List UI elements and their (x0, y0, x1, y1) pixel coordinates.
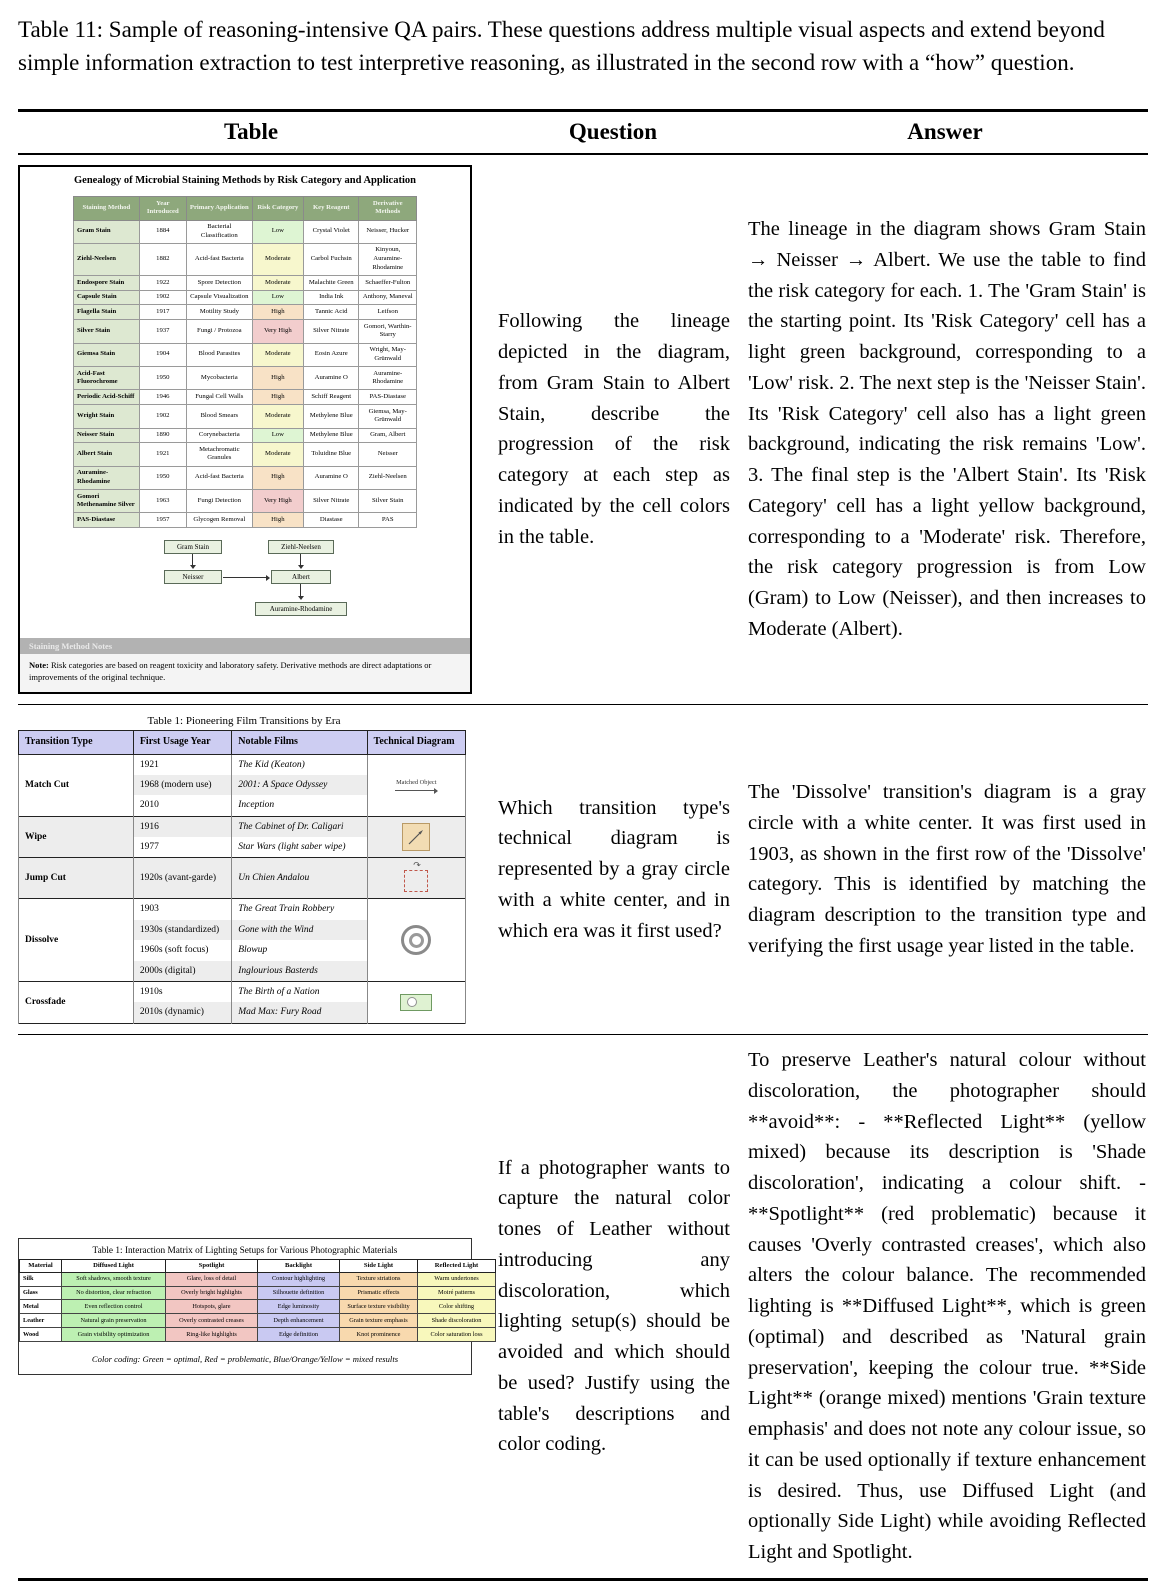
jump-diagram-icon (374, 861, 459, 892)
film-year: 1916 (133, 816, 231, 837)
staining-notes-header: Staining Method Notes (20, 638, 470, 654)
staining-row (74, 367, 417, 390)
staining-cell-application: Mycobacteria (186, 367, 252, 390)
staining-cell-application: Corynebacteria (186, 428, 252, 443)
lighting-cell: Moiré patterns (418, 1286, 496, 1300)
lighting-table-body (20, 1272, 496, 1341)
staining-row (74, 390, 417, 405)
lighting-row (20, 1300, 496, 1314)
staining-row (74, 290, 417, 305)
film-technical-diagram (367, 858, 465, 899)
staining-cell-year: 1950 (139, 466, 186, 489)
film-technical-diagram (367, 754, 465, 816)
lighting-row (20, 1286, 496, 1300)
film-header-row (19, 731, 466, 755)
staining-cell-method: Neisser Stain (74, 428, 140, 443)
qa-column-headers (18, 112, 1148, 153)
staining-cell-risk: High (252, 305, 303, 320)
staining-cell-reagent: Crystal Violet (304, 220, 359, 243)
staining-row (74, 276, 417, 291)
staining-cell-risk: Very High (252, 490, 303, 513)
lighting-material: Wood (20, 1328, 62, 1342)
matched-object-label: Matched Object (396, 779, 437, 787)
staining-cell-year: 1963 (139, 490, 186, 513)
qa-row-3-table-cell (18, 1238, 484, 1375)
staining-cell-method: Giemsa Stain (74, 343, 140, 366)
lighting-row (20, 1328, 496, 1342)
film-transition-type: Match Cut (19, 754, 134, 816)
staining-column-header: Derivative Methods (359, 196, 417, 220)
table-caption: Table 11: Sample of reasoning-intensive QA pairs. These questions address multiple visual aspects and extend beyond simple information extraction to test interpretive reasoning, as illustrated in the second row with a “how” question. (18, 17, 1105, 75)
crossfade-circle-icon (407, 997, 417, 1007)
staining-note-label: Note: (29, 660, 49, 671)
staining-cell-year: 1922 (139, 276, 186, 291)
staining-cell-application: Blood Parasites (186, 343, 252, 366)
film-figure (18, 715, 470, 1023)
staining-cell-method: PAS-Diastase (74, 513, 140, 528)
staining-cell-application: Fungal Cell Walls (186, 390, 252, 405)
lighting-cell: Knot prominence (340, 1328, 418, 1342)
staining-note-text: Risk categories are based on reagent toxicity and laboratory safety. Derivative methods are direct adaptations or improvements of the original technique. (29, 660, 432, 683)
staining-cell-derivatives: Anthony, Maneval (359, 290, 417, 305)
staining-row (74, 243, 417, 275)
staining-cell-derivatives: PAS-Diastase (359, 390, 417, 405)
lighting-cell: Overly contrasted creases (166, 1314, 258, 1328)
qa-row-1-table-cell (18, 165, 484, 694)
staining-cell-application: Capsule Visualization (186, 290, 252, 305)
film-table-body (19, 754, 466, 1023)
answer-3: To preserve Leather's natural colour without discoloration, the photographer should **avoid**: - **Reflected Light** (yellow mixed) because its description is 'Shade discoloration', indicating a colour shift. - **Spotlight** (red problematic) because it causes 'Overly contrasted creases', which also alters the colour balance. The recommended lighting is **Diffused Light**, which is green (optimal) and described as 'Natural grain preservation', keeping the colour true. **Side Light** (orange mixed) mentions 'Grain texture emphasis' and does not note any colour issue, so it can be used optionally if texture enhancement is desired. Thus, use Diffused Light (and optionally Side Light) while avoiding Reflected Light and Spotlight. (748, 1049, 1146, 1564)
staining-cell-year: 1882 (139, 243, 186, 275)
staining-cell-method: Ziehl-Neelsen (74, 243, 140, 275)
staining-cell-application: Metachromatic Granules (186, 443, 252, 466)
staining-cell-derivatives: Neisser, Hucker (359, 220, 417, 243)
staining-cell-derivatives: Kinyoun, Auramine-Rhodamine (359, 243, 417, 275)
film-year: 1930s (standardized) (133, 920, 231, 940)
film-transition-type: Wipe (19, 816, 134, 858)
staining-cell-derivatives: Gram, Albert (359, 428, 417, 443)
staining-cell-reagent: Malachite Green (304, 276, 359, 291)
film-column-header: Notable Films (232, 731, 367, 755)
staining-cell-risk: Moderate (252, 443, 303, 466)
staining-cell-risk: Low (252, 290, 303, 305)
film-title: The Birth of a Nation (232, 981, 367, 1002)
lighting-cell: Overly bright highlights (166, 1286, 258, 1300)
answer-1: The lineage in the diagram shows Gram Stain → Neisser → Albert. We use the table to find the risk category for each. 1. The 'Gram Stain' is the starting point. Its 'Risk Category' cell has a light green background, corresponding to a 'Low' risk. 2. The next step is the 'Neisser Stain'. Its 'Risk Category' cell also has a light green background, indicating the risk remains 'Low'. 3. The final step is the 'Albert Stain'. Its 'Risk Category' cell has a light yellow background, corresponding to a 'Moderate' risk. Therefore, the risk category progression is from Low (Gram) to Low (Neisser), and then increases to Moderate (Albert). (748, 218, 1146, 640)
question-2: Which transition type's technical diagram is represented by a gray circle with a white center, and in which era was it first used? (498, 796, 730, 942)
staining-cell-reagent: Methylene Blue (304, 428, 359, 443)
arrowhead-down-icon (298, 565, 304, 569)
column-header-answer: Answer (907, 119, 983, 145)
staining-cell-derivatives: PAS (359, 513, 417, 528)
dissolve-circle-icon (401, 925, 431, 955)
lighting-column-header: Side Light (340, 1259, 418, 1272)
staining-cell-derivatives: Leifson (359, 305, 417, 320)
staining-cell-reagent: Eosin Azure (304, 343, 359, 366)
staining-table-body (74, 220, 417, 528)
lighting-cell: Contour highlighting (258, 1272, 340, 1286)
film-title: 2001: A Space Odyssey (232, 775, 367, 795)
staining-cell-method: Capsule Stain (74, 290, 140, 305)
staining-cell-risk: Low (252, 220, 303, 243)
staining-cell-derivatives: Giemsa, May-Grünwald (359, 405, 417, 428)
staining-cell-method: Flagella Stain (74, 305, 140, 320)
staining-cell-year: 1904 (139, 343, 186, 366)
matched-object-diagram-icon (374, 779, 459, 791)
staining-cell-year: 1950 (139, 367, 186, 390)
lighting-table-title: Table 1: Interaction Matrix of Lighting Setups for Various Photographic Materials (92, 1245, 398, 1256)
lighting-cell: Grain texture emphasis (340, 1314, 418, 1328)
staining-cell-risk: Very High (252, 320, 303, 343)
staining-cell-method: Acid-Fast Fluorochrome (74, 367, 140, 390)
lighting-cell: Color shifting (418, 1300, 496, 1314)
staining-cell-reagent: Silver Nitrate (304, 320, 359, 343)
qa-row-2-table-cell (18, 715, 484, 1023)
staining-cell-derivatives: Wright, May-Grünwald (359, 343, 417, 366)
film-technical-diagram (367, 981, 465, 1023)
staining-cell-risk: Low (252, 428, 303, 443)
film-row (19, 754, 466, 775)
staining-cell-method: Periodic Acid-Schiff (74, 390, 140, 405)
film-title: Mad Max: Fury Road (232, 1002, 367, 1023)
lighting-cell: Hotspots, glare (166, 1300, 258, 1314)
film-transitions-table (18, 730, 466, 1023)
staining-row (74, 220, 417, 243)
staining-genealogy-diagram (22, 540, 462, 628)
lighting-cell: Warm undertones (418, 1272, 496, 1286)
film-transition-type: Crossfade (19, 981, 134, 1023)
staining-row (74, 513, 417, 528)
column-header-table: Table (223, 119, 279, 145)
film-year: 2000s (digital) (133, 961, 231, 982)
staining-cell-reagent: Auramine O (304, 466, 359, 489)
film-title: The Cabinet of Dr. Caligari (232, 816, 367, 837)
staining-cell-year: 1921 (139, 443, 186, 466)
film-year: 1960s (soft focus) (133, 940, 231, 960)
film-table-caption: Table 1: Pioneering Film Transitions by Era (147, 715, 341, 728)
lighting-cell: Depth enhancement (258, 1314, 340, 1328)
film-title: Inception (232, 795, 367, 816)
staining-cell-reagent: Schiff Reagent (304, 390, 359, 405)
staining-cell-year: 1917 (139, 305, 186, 320)
jump-cut-arrow-icon: ↷ (413, 861, 421, 872)
film-year: 1910s (133, 981, 231, 1002)
staining-row (74, 443, 417, 466)
wipe-diagram-icon (374, 823, 459, 851)
staining-cell-reagent: Tannic Acid (304, 305, 359, 320)
lighting-cell: Shade discoloration (418, 1314, 496, 1328)
staining-cell-year: 1884 (139, 220, 186, 243)
staining-cell-derivatives: Ziehl-Neelsen (359, 466, 417, 489)
staining-header-row (74, 196, 417, 220)
staining-cell-application: Acid-fast Bacteria (186, 466, 252, 489)
staining-column-header: Key Reagent (304, 196, 359, 220)
diagram-node-ziehl-neelsen: Ziehl-Neelsen (268, 540, 334, 554)
staining-column-header: Year Introduced (139, 196, 186, 220)
lighting-figure (18, 1238, 483, 1375)
lighting-material: Metal (20, 1300, 62, 1314)
staining-table (73, 196, 417, 528)
film-title: The Kid (Keaton) (232, 754, 367, 775)
staining-cell-application: Spore Detection (186, 276, 252, 291)
film-transition-type: Dissolve (19, 899, 134, 981)
lighting-cell: Ring-like highlights (166, 1328, 258, 1342)
film-title: Star Wars (light saber wipe) (232, 837, 367, 858)
lighting-material: Silk (20, 1272, 62, 1286)
staining-cell-risk: High (252, 466, 303, 489)
staining-cell-derivatives: Auramine-Rhodamine (359, 367, 417, 390)
wipe-square-icon (402, 823, 430, 851)
staining-cell-application: Blood Smears (186, 405, 252, 428)
lighting-cell: Color saturation loss (418, 1328, 496, 1342)
lighting-color-coding-note: Color coding: Green = optimal, Red = problematic, Blue/Orange/Yellow = mixed results (91, 1354, 399, 1365)
staining-cell-method: Albert Stain (74, 443, 140, 466)
staining-column-header: Risk Category (252, 196, 303, 220)
staining-cell-reagent: Diastase (304, 513, 359, 528)
staining-cell-method: Endospore Stain (74, 276, 140, 291)
lighting-matrix-table (19, 1259, 496, 1342)
film-year: 1920s (avant-garde) (133, 858, 231, 899)
staining-cell-method: Gram Stain (74, 220, 140, 243)
film-year: 1977 (133, 837, 231, 858)
staining-cell-risk: Moderate (252, 405, 303, 428)
staining-column-header: Primary Application (186, 196, 252, 220)
film-column-header: First Usage Year (133, 731, 231, 755)
lighting-column-header: Diffused Light (62, 1259, 166, 1272)
staining-cell-derivatives: Silver Stain (359, 490, 417, 513)
question-3: If a photographer wants to capture the natural color tones of Leather without introducing any discoloration, which lighting setup(s) should be avoided and which should be used? Justify using the table's descriptions and color coding. (498, 1156, 730, 1456)
lighting-material: Glass (20, 1286, 62, 1300)
staining-row (74, 343, 417, 366)
staining-cell-year: 1902 (139, 290, 186, 305)
answer-2: The 'Dissolve' transition's diagram is a gray circle with a white center. It was first used in 1903, as shown in the first row of the 'Dissolve' category. This is identified by matching the diagram description to the transition type and verifying the first usage year listed in the table. (748, 781, 1146, 957)
staining-cell-reagent: India Ink (304, 290, 359, 305)
staining-cell-risk: High (252, 513, 303, 528)
jump-cut-dashed-box-icon (404, 861, 428, 892)
staining-row (74, 428, 417, 443)
staining-cell-year: 1937 (139, 320, 186, 343)
diagram-node-auramine-rhodamine: Auramine-Rhodamine (255, 602, 347, 616)
lighting-cell: Natural grain preservation (62, 1314, 166, 1328)
staining-cell-risk: Moderate (252, 243, 303, 275)
staining-cell-reagent: Silver Nitrate (304, 490, 359, 513)
lighting-row (20, 1272, 496, 1286)
film-transition-type: Jump Cut (19, 858, 134, 899)
dissolve-inner-ring-icon (409, 933, 424, 948)
matched-object-arrow-icon (395, 790, 437, 791)
staining-figure (18, 165, 472, 694)
staining-note (20, 654, 470, 692)
staining-cell-risk: Moderate (252, 343, 303, 366)
staining-cell-derivatives: Schaeffer-Fulton (359, 276, 417, 291)
lighting-cell: Texture striations (340, 1272, 418, 1286)
lighting-cell: Even reflection control (62, 1300, 166, 1314)
staining-row (74, 405, 417, 428)
film-column-header: Transition Type (19, 731, 134, 755)
staining-cell-reagent: Auramine O (304, 367, 359, 390)
staining-cell-year: 1957 (139, 513, 186, 528)
lighting-material-header: Material (20, 1259, 62, 1272)
lighting-cell: No distortion, clear refraction (62, 1286, 166, 1300)
staining-cell-method: Wright Stain (74, 405, 140, 428)
staining-row (74, 466, 417, 489)
staining-cell-risk: Moderate (252, 276, 303, 291)
film-year: 1968 (modern use) (133, 775, 231, 795)
crossfade-box-icon (400, 994, 432, 1011)
lighting-header-row (20, 1259, 496, 1272)
column-header-question: Question (568, 119, 658, 145)
staining-cell-application: Bacterial Classification (186, 220, 252, 243)
staining-cell-application: Fungi / Protozoa (186, 320, 252, 343)
question-1: Following the lineage depicted in the diagram, from Gram Stain to Albert Stain, describe the progression of the risk category at each step as indicated by the cell colors in the table. (498, 310, 730, 548)
film-row (19, 899, 466, 920)
staining-cell-method: Gomori Methenamine Silver (74, 490, 140, 513)
lighting-cell: Prismatic effects (340, 1286, 418, 1300)
film-title: Blowup (232, 940, 367, 960)
film-year: 1921 (133, 754, 231, 775)
film-title: Inglourious Basterds (232, 961, 367, 982)
staining-cell-derivatives: Gomori, Warthin-Starry (359, 320, 417, 343)
film-column-header: Technical Diagram (367, 731, 465, 755)
staining-cell-year: 1946 (139, 390, 186, 405)
staining-cell-year: 1890 (139, 428, 186, 443)
dissolve-diagram-icon (374, 925, 459, 955)
film-year: 2010s (dynamic) (133, 1002, 231, 1023)
lighting-column-header: Reflected Light (418, 1259, 496, 1272)
lighting-row (20, 1314, 496, 1328)
arrowhead-down-icon (298, 596, 304, 600)
qa-row-3 (18, 1035, 1148, 1578)
staining-cell-method: Auramine-Rhodamine (74, 466, 140, 489)
staining-row (74, 320, 417, 343)
film-row (19, 816, 466, 837)
diagram-node-neisser: Neisser (164, 570, 222, 584)
staining-cell-reagent: Methylene Blue (304, 405, 359, 428)
lighting-material: Leather (20, 1314, 62, 1328)
lighting-cell: Soft shadows, smooth texture (62, 1272, 166, 1286)
staining-row (74, 305, 417, 320)
lighting-cell: Edge definition (258, 1328, 340, 1342)
lighting-cell: Surface texture visibility (340, 1300, 418, 1314)
film-title: Gone with the Wind (232, 920, 367, 940)
lighting-column-header: Spotlight (166, 1259, 258, 1272)
staining-cell-derivatives: Neisser (359, 443, 417, 466)
lighting-cell: Glare, loss of detail (166, 1272, 258, 1286)
lighting-column-header: Backlight (258, 1259, 340, 1272)
lighting-cell: Silhouette definition (258, 1286, 340, 1300)
film-year: 2010 (133, 795, 231, 816)
qa-row-2 (18, 705, 1148, 1033)
staining-figure-title: Genealogy of Microbial Staining Methods by Risk Category and Application (74, 174, 416, 186)
staining-cell-risk: High (252, 367, 303, 390)
crossfade-diagram-icon (374, 994, 459, 1011)
arrowhead-right-icon (266, 575, 270, 581)
staining-cell-risk: High (252, 390, 303, 405)
staining-cell-reagent: Carbol Fuchsin (304, 243, 359, 275)
staining-cell-application: Acid-fast Bacteria (186, 243, 252, 275)
staining-cell-method: Silver Stain (74, 320, 140, 343)
film-technical-diagram (367, 899, 465, 981)
diagram-node-albert: Albert (271, 570, 331, 584)
arrow-neisser-to-albert (223, 577, 266, 578)
film-year: 1903 (133, 899, 231, 920)
film-title: Un Chien Andalou (232, 858, 367, 899)
film-title: The Great Train Robbery (232, 899, 367, 920)
staining-cell-application: Fungi Detection (186, 490, 252, 513)
diagram-node-gram-stain: Gram Stain (164, 540, 222, 554)
staining-cell-application: Glycogen Removal (186, 513, 252, 528)
film-row (19, 858, 466, 899)
staining-row (74, 490, 417, 513)
film-row (19, 981, 466, 1002)
lighting-cell: Edge luminosity (258, 1300, 340, 1314)
staining-column-header: Staining Method (74, 196, 140, 220)
film-technical-diagram (367, 816, 465, 858)
arrowhead-down-icon (190, 565, 196, 569)
qa-row-1 (18, 155, 1148, 704)
staining-cell-year: 1902 (139, 405, 186, 428)
bottom-rule (18, 1578, 1148, 1581)
lighting-cell: Grain visibility optimization (62, 1328, 166, 1342)
staining-cell-reagent: Toluidine Blue (304, 443, 359, 466)
staining-cell-application: Motility Study (186, 305, 252, 320)
